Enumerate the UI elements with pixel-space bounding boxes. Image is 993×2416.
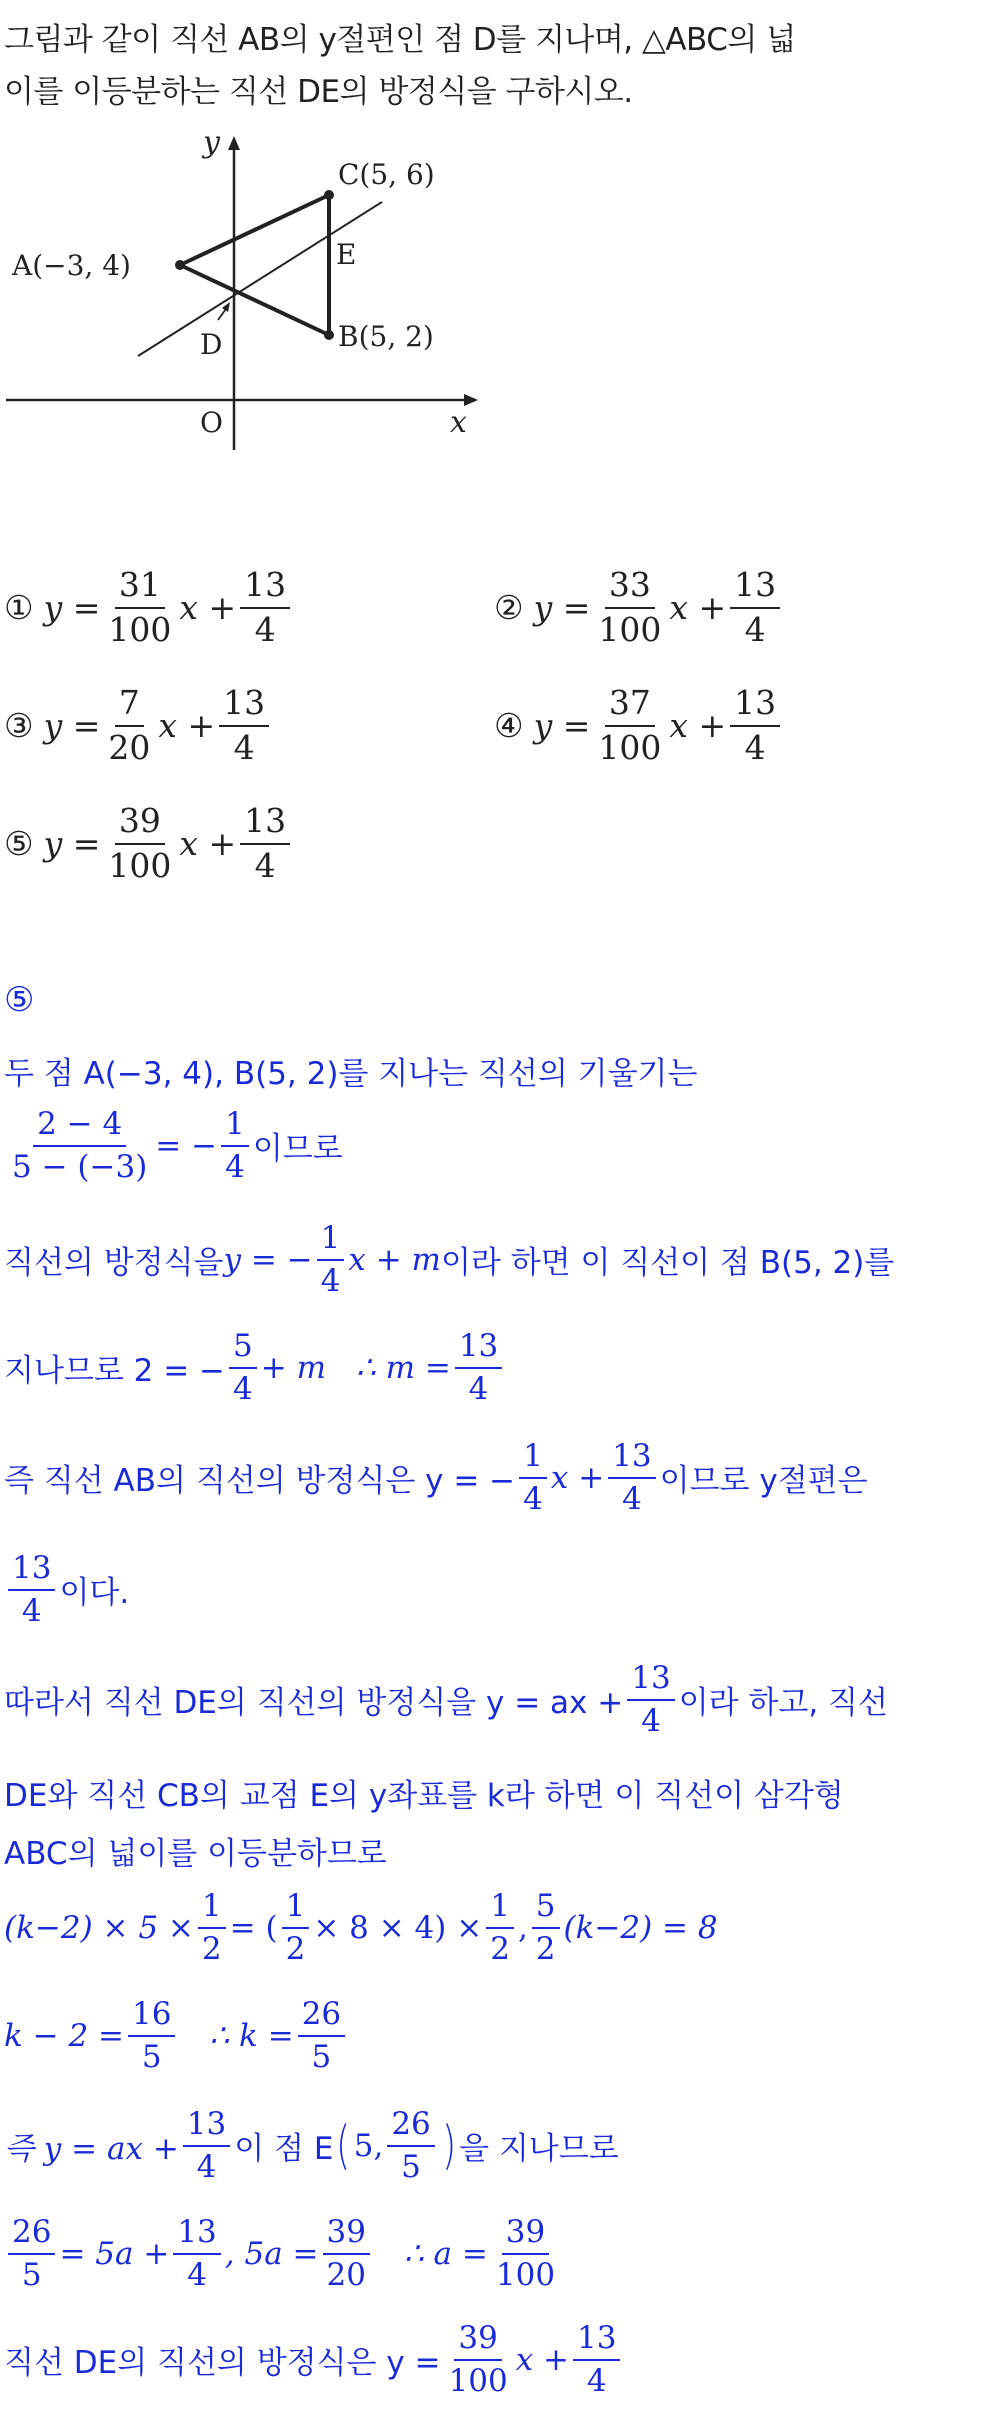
solution-line-12: 즉 y = ax + $\frac{13}{4}$ 이 점 E ( 5, $\frac{26}{5}$ ) 을 지나므로 [4,2106,619,2185]
point-c-dot [324,190,334,200]
y-axis-label: y [203,125,220,160]
origin-label: O [200,406,223,439]
y-axis-arrow [228,136,240,150]
solution-line-13: $\frac{26}{5}$ = 5a + $\frac{13}{4}$ , 5a = $\frac{39}{20}$ ∴ a = $\frac{39}{100}$ [4,2216,563,2291]
choice-3[interactable]: ③ y = $\frac{7}{20}$ x + $\frac{13}{4}$ [4,686,273,765]
choice-5[interactable]: ⑤ y = $\frac{39}{100}$ x + $\frac{13}{4}$ [4,804,294,883]
point-e-label: E [336,238,357,271]
point-a-label: A(−3, 4) [12,249,131,282]
solution-line-2: $\frac{2 - 4}{5 - (-3)}$ = − $\frac{1}{4}$ 이므로 [12,1106,343,1185]
solution-line-6: $\frac{13}{4}$ 이다. [4,1552,129,1627]
choice-marker: ③ [4,706,34,746]
solution-line-14: 직선 DE의 직선의 방정식은 y = $\frac{39}{100}$ x + $\frac{13}{4}$ [4,2322,624,2397]
choice-marker: ① [4,588,34,628]
point-c-label: C(5, 6) [338,158,435,191]
solution-line-5: 즉 직선 AB의 직선의 방정식은 y = − $\frac{1}{4}$ x + $\frac{13}{4}$ 이므로 y절편은 [4,1438,868,1517]
choice-2[interactable]: ② y = $\frac{33}{100}$ x + $\frac{13}{4}$ [494,568,784,647]
right-paren: ) [441,2115,457,2176]
answer-marker: ⑤ [4,980,35,1020]
solution-line-9: ABC의 넓이를 이등분하므로 [4,1836,387,1872]
choice-1[interactable]: ① y = $\frac{31}{100}$ x + $\frac{13}{4}$ [4,568,294,647]
coordinate-figure [0,120,500,460]
question-line-2: 이를 이등분하는 직선 DE의 방정식을 구하시오. [4,74,633,110]
point-d-label: D [200,328,223,361]
question-line-1: 그림과 같이 직선 AB의 y절편인 점 D를 지나며, △ABC의 넓 [4,22,796,58]
choice-4[interactable]: ④ y = $\frac{37}{100}$ x + $\frac{13}{4}$ [494,686,784,765]
point-b-dot [324,330,334,340]
point-b-label: B(5, 2) [338,320,434,353]
solution-line-8: DE와 직선 CB의 교점 E의 y좌표를 k라 하면 이 직선이 삼각형 [4,1778,844,1814]
solution-line-11: k − 2 = $\frac{16}{5}$ ∴ k = $\frac{26}{5}$ [4,1998,349,2073]
choice-marker: ④ [494,706,524,746]
solution-line-3: 직선의 방정식을 y = − $\frac{1}{4}$ x + m 이라 하면 이 직선이 점 B(5, 2)를 [4,1220,895,1299]
segment-ac [180,195,329,265]
solution-line-4: 지나므로 2 = − $\frac{5}{4}$ + m ∴ m = $\frac{13}{4}$ [4,1330,506,1405]
choice-marker: ⑤ [4,824,34,864]
x-axis-label: x [450,405,467,440]
solution-line-10: (k−2) × 5 × $\frac{1}{2}$ = ( $\frac{1}{2}$ × 8 × 4) × $\frac{1}{2}$ , $\frac{5}{2}$ (k−2) = 8 [4,1888,718,1967]
solution-line-1: 두 점 A(−3, 4), B(5, 2)를 지나는 직선의 기울기는 [4,1056,698,1092]
choice-marker: ② [494,588,524,628]
point-a-dot [175,260,185,270]
left-paren: ( [336,2115,351,2176]
d-pointer-arrow [222,302,230,312]
solution-line-7: 따라서 직선 DE의 직선의 방정식을 y = ax + $\frac{13}{4}$ 이라 하고, 직선 [4,1660,888,1739]
segment-ab [180,265,329,335]
